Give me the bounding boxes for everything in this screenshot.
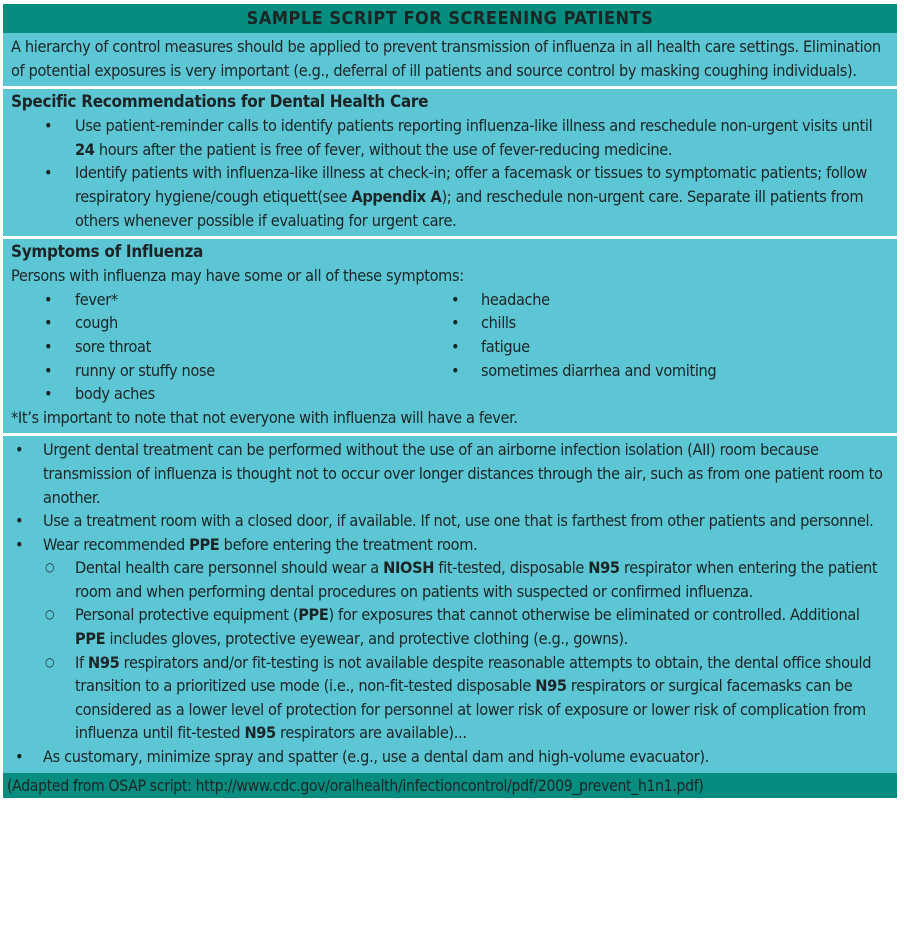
bullet-icon: • bbox=[44, 384, 53, 404]
bullet-icon: • bbox=[15, 511, 24, 531]
symptom-item: • fatigue bbox=[449, 335, 887, 359]
symptom-list-right bbox=[449, 288, 887, 406]
list-item: • Use patient-reminder calls to identify patients reporting influenza-like illness and reschedule non-urgent visits until 24 hours after the patient is free of fever, without the use of fever-reducing medicine. bbox=[44, 116, 873, 159]
list-item: • As customary, minimize spray and spatter (e.g., use a dental dam and high-volume evacuator). bbox=[11, 745, 887, 769]
sub-list-item: ○ Dental health care personnel should wear a NIOSH fit-tested, disposable N95 respirator when entering the patient room and when performing dental procedures on patients with suspected or confirmed influenza. bbox=[45, 558, 878, 601]
bullet-icon: • bbox=[15, 534, 24, 554]
symptoms-section bbox=[3, 239, 897, 433]
bullet-icon: • bbox=[44, 336, 53, 356]
list-item: • Wear recommended PPE before entering the treatment room. bbox=[11, 533, 887, 557]
symptom-item: • sometimes diarrhea and vomiting bbox=[449, 359, 887, 383]
bullet-icon: • bbox=[451, 289, 460, 309]
bullet-icon: • bbox=[15, 747, 24, 767]
bullet-icon: • bbox=[44, 313, 53, 333]
list-item: • Identify patients with influenza-like illness at check-in; offer a facemask or tissues to symptomatic patients; follow respiratory hygiene/cough etiquett(see Appendix A); and reschedule non-urgent care. Separate ill patients from others whenever possible if evaluating for urgent care. bbox=[44, 163, 867, 230]
bullet-icon: • bbox=[44, 360, 53, 380]
section-heading: Symptoms of Influenza bbox=[11, 242, 204, 263]
bullet-icon: • bbox=[451, 360, 460, 380]
symptom-item: • chills bbox=[449, 311, 887, 335]
bullet-icon: • bbox=[15, 440, 24, 460]
symptom-item: • runny or stuffy nose bbox=[11, 359, 449, 383]
bullet-icon: • bbox=[451, 336, 460, 356]
circle-bullet-icon: ○ bbox=[45, 560, 55, 575]
screening-script-panel bbox=[3, 4, 897, 798]
symptom-item: • sore throat bbox=[11, 335, 449, 359]
treatment-section bbox=[3, 436, 897, 772]
bullet-icon: • bbox=[44, 289, 53, 309]
intro-text: A hierarchy of control measures should be applied to prevent transmission of influenza in all health care settings. Elimination of potential exposures is very important (e.g., deferral of ill patients and source control by masking coughing individuals). bbox=[11, 37, 881, 80]
sub-list-item: ○ If N95 respirators and/or fit-testing is not available despite reasonable attempts to obtain, the dental office should transition to a prioritized use mode (i.e., non-fit-tested disposable N95 respirators or surgical facemasks can be considered as a lower level of protection for personnel at lower risk of exposure or lower risk of complication from influenza until fit-tested N95 respirators are available)... bbox=[45, 652, 872, 743]
sub-list-item: ○ Personal protective equipment (PPE) for exposures that cannot otherwise be eliminated or controlled. Additional PPE includes gloves, protective eyewear, and protective clothing (e.g., gowns). bbox=[45, 605, 860, 649]
symptom-item: • headache bbox=[449, 288, 887, 312]
list-item: • Use a treatment room with a closed door, if available. If not, use one that is farthest from other patients and personnel. bbox=[11, 509, 887, 533]
source-footer: (Adapted from OSAP script: http://www.cdc.gov/oralhealth/infectioncontrol/pdf/2009_prevent_h1n1.pdf) bbox=[3, 773, 897, 798]
section-heading: Specific Recommendations for Dental Health Care bbox=[11, 92, 429, 113]
symptom-list-left bbox=[11, 288, 449, 406]
bullet-icon: • bbox=[451, 313, 460, 333]
symptom-item: • body aches bbox=[11, 382, 449, 406]
circle-bullet-icon: ○ bbox=[45, 654, 55, 669]
dental-recommendations-section bbox=[3, 89, 897, 236]
page-title: SAMPLE SCRIPT FOR SCREENING PATIENTS bbox=[3, 4, 897, 33]
intro-section bbox=[3, 33, 897, 86]
symptom-item: • fever* bbox=[11, 288, 449, 312]
bullet-icon: • bbox=[44, 163, 53, 183]
circle-bullet-icon: ○ bbox=[45, 607, 55, 622]
symptoms-lead: Persons with influenza may have some or all of these symptoms: bbox=[11, 266, 464, 286]
symptom-item: • cough bbox=[11, 311, 449, 335]
list-item: • Urgent dental treatment can be performed without the use of an airborne infection isolation (AII) room because transmission of influenza is thought not to occur over longer distances through the air, such as from one patient room to another. bbox=[15, 440, 883, 507]
symptom-columns bbox=[11, 288, 887, 406]
bullet-icon: • bbox=[44, 116, 53, 136]
fever-note: *It’s important to note that not everyone with influenza will have a fever. bbox=[11, 407, 518, 427]
